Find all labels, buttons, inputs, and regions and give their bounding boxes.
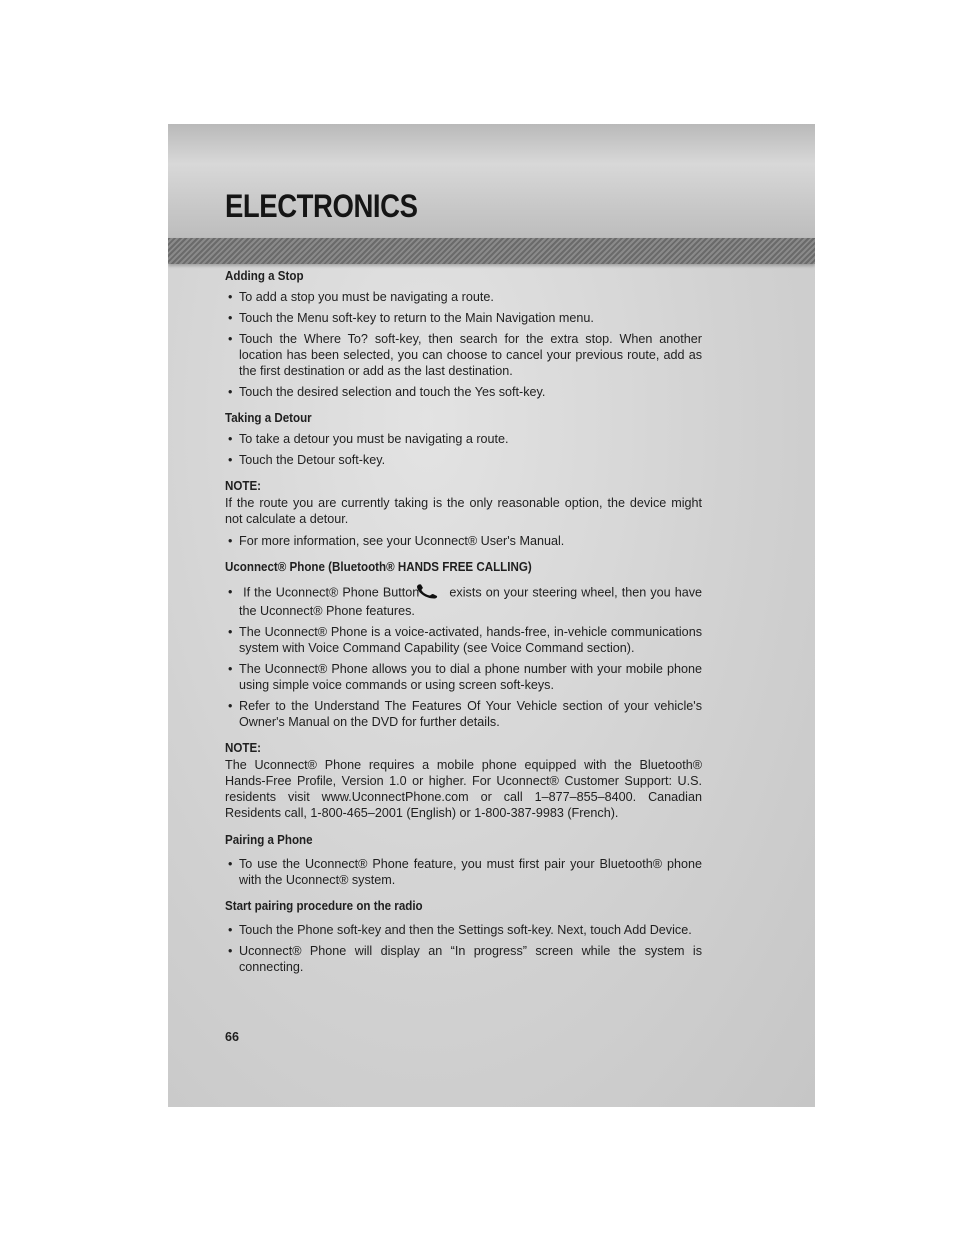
heading-start-pairing: Start pairing procedure on the radio: [225, 899, 423, 913]
page-content: [225, 268, 702, 980]
page-number: 66: [225, 1030, 240, 1044]
note-label: NOTE:: [225, 741, 262, 755]
list-item: • Uconnect® Phone will display an “In progress” screen while the system is connecting.: [225, 943, 702, 975]
list-item: • To take a detour you must be navigating a route.: [225, 431, 702, 447]
list-item: • Refer to the Understand The Features Of Your Vehicle section of your vehicle's Owner's Manual on the DVD for further details.: [225, 698, 702, 730]
list-item: • Touch the desired selection and touch the Yes soft-key.: [225, 384, 702, 400]
list-item: • To add a stop you must be navigating a route.: [225, 289, 702, 305]
heading-adding-stop: Adding a Stop: [225, 269, 304, 283]
manual-page: [168, 124, 815, 1107]
list-item: • The Uconnect® Phone allows you to dial a phone number with your mobile phone using simple voice commands or using screen soft-keys.: [225, 661, 702, 693]
list-item: • Touch the Where To? soft-key, then search for the extra stop. When another location has been selected, you can choose to cancel your previous route, add as the first destination or add as the last destination.: [225, 331, 702, 379]
list-item: • Touch the Menu soft-key to return to the Main Navigation menu.: [225, 310, 702, 326]
heading-pairing-phone: Pairing a Phone: [225, 833, 313, 847]
list-item: • For more information, see your Uconnect® User's Manual.: [225, 533, 702, 549]
note-label: NOTE:: [225, 479, 262, 493]
note-text: If the route you are currently taking is the only reasonable option, the device might not calculate a detour.: [225, 496, 702, 526]
list-item: • To use the Uconnect® Phone feature, you must first pair your Bluetooth® phone with the Uconnect® system.: [225, 856, 702, 888]
list-item: [225, 583, 702, 619]
phone-handset-icon: [429, 583, 439, 603]
heading-uconnect-phone: Uconnect® Phone (Bluetooth® HANDS FREE CALLING): [225, 560, 532, 574]
list-item-text: If the Uconnect® Phone Button: [243, 585, 420, 600]
section-title: ELECTRONICS: [225, 188, 418, 224]
heading-taking-detour: Taking a Detour: [225, 411, 312, 425]
list-item: • Touch the Phone soft-key and then the Settings soft-key. Next, touch Add Device.: [225, 922, 702, 938]
section-header-band: [168, 124, 815, 238]
list-item-text: exists on your steering wheel, then you have the Uconnect® Phone features.: [239, 585, 703, 618]
list-item: • The Uconnect® Phone is a voice-activated, hands-free, in-vehicle communications system with Voice Command Capability (see Voice Command section).: [225, 624, 702, 656]
list-item: • Touch the Detour soft-key.: [225, 452, 702, 468]
note-text: The Uconnect® Phone requires a mobile phone equipped with the Bluetooth® Hands-Free Profile, Version 1.0 or higher. For Uconnect® Customer Support: U.S. residents visit www.UconnectPhone.com or call 1–877–855–8400. Canadian Residents call, 1-800-465–2001 (English) or 1-800-387-9983 (French).: [225, 758, 702, 820]
header-divider-stripe: [168, 238, 815, 264]
